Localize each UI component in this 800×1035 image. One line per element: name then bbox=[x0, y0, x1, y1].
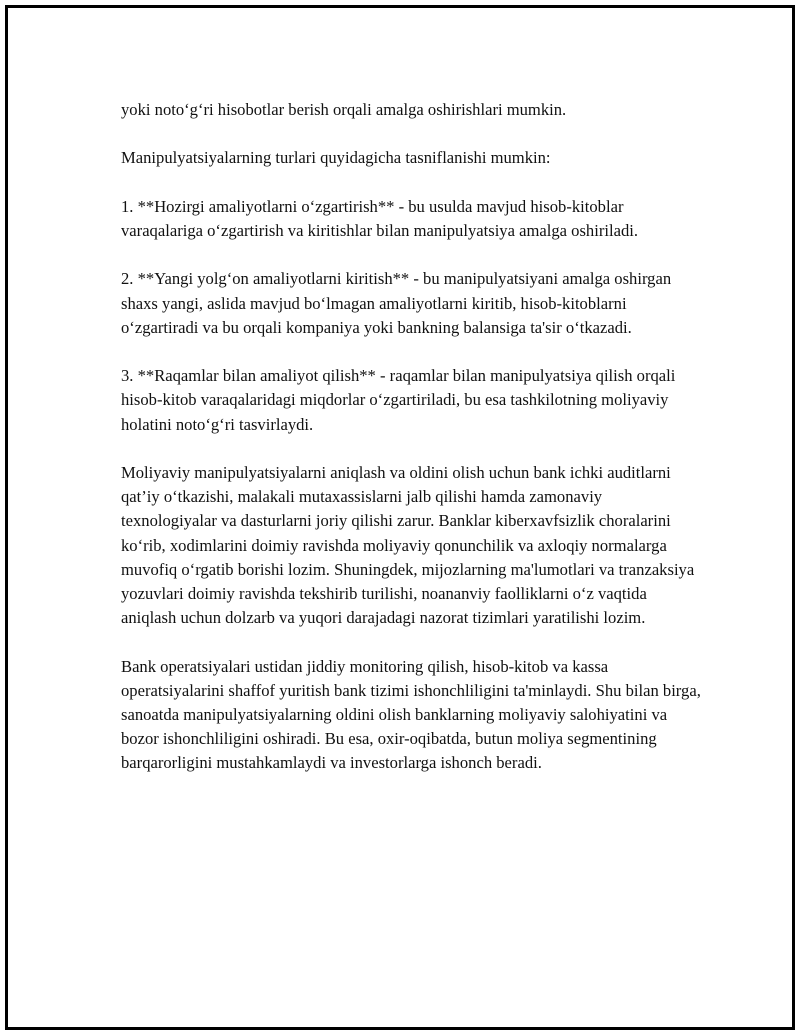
list-item-1: 1. **Hozirgi amaliyotlarni o‘zgartirish** - bu usulda mavjud hisob-kitoblar varaqalariga o‘zgartirish va kiritishlar bilan manipulyatsiya amalga oshiriladi. bbox=[121, 196, 638, 240]
list-item-2: 2. **Yangi yolg‘on amaliyotlarni kiritish** - bu manipulyatsiyani amalga oshirgan shaxs yangi, aslida mavjud bo‘lmagan amaliyotlarni kiritib, hisob-kitoblarni o‘zgartiradi va bu orqali kompaniya yoki bankning balansiga ta'sir o‘tkazadi. bbox=[121, 269, 672, 337]
document-body bbox=[121, 98, 701, 800]
paragraph-monitoring: Bank operatsiyalari ustidan jiddiy monitoring qilish, hisob-kitob va kassa operatsiyalarini shaffof yuritish bank tizimi ishonchliligini ta'minlaydi. Shu bilan birga, sanoatda manipulyatsiyalarning oldini olish banklarning moliyaviy salohiyatini va bozor ishonchliligini oshiradi. Bu esa, oxir-oqibatda, butun moliya segmentining barqarorligini mustahkamlaydi va investorlarga ishonch beradi. bbox=[121, 656, 701, 773]
page-frame bbox=[5, 5, 795, 1030]
list-item-3: 3. **Raqamlar bilan amaliyot qilish** - raqamlar bilan manipulyatsiya qilish orqali hisob-kitob varaqalaridagi miqdorlar o‘zgartiriladi, bu esa tashkilotning moliyaviy holatini noto‘g‘ri tasvirlaydi. bbox=[121, 366, 676, 434]
paragraph-prevention: Moliyaviy manipulyatsiyalarni aniqlash va oldini olish uchun bank ichki auditlarni qat’iy o‘tkazishi, malakali mutaxassislarni jalb qilishi hamda zamonaviy texnologiyalar va dasturlarni joriy qilishi zarur. Banklar kiberxavfsizlik choralarini ko‘rib, xodimlarini doimiy ravishda moliyaviy qonunchilik va axloqiy normalarga muvofiq o‘rgatib borishi lozim. Shuningdek, mijozlarning ma'lumotlari va tranzaksiya yozuvlari doimiy ravishda tekshirib turilishi, noananviy faolliklarni o‘z vaqtida aniqlash uchun dolzarb va yuqori darajadagi nazorat tizimlari yaratilishi lozim. bbox=[121, 462, 695, 628]
paragraph-classification-intro: Manipulyatsiyalarning turlari quyidagicha tasniflanishi mumkin: bbox=[121, 148, 551, 168]
paragraph-continuation: yoki noto‘g‘ri hisobotlar berish orqali amalga oshirishlari mumkin. bbox=[121, 100, 567, 119]
